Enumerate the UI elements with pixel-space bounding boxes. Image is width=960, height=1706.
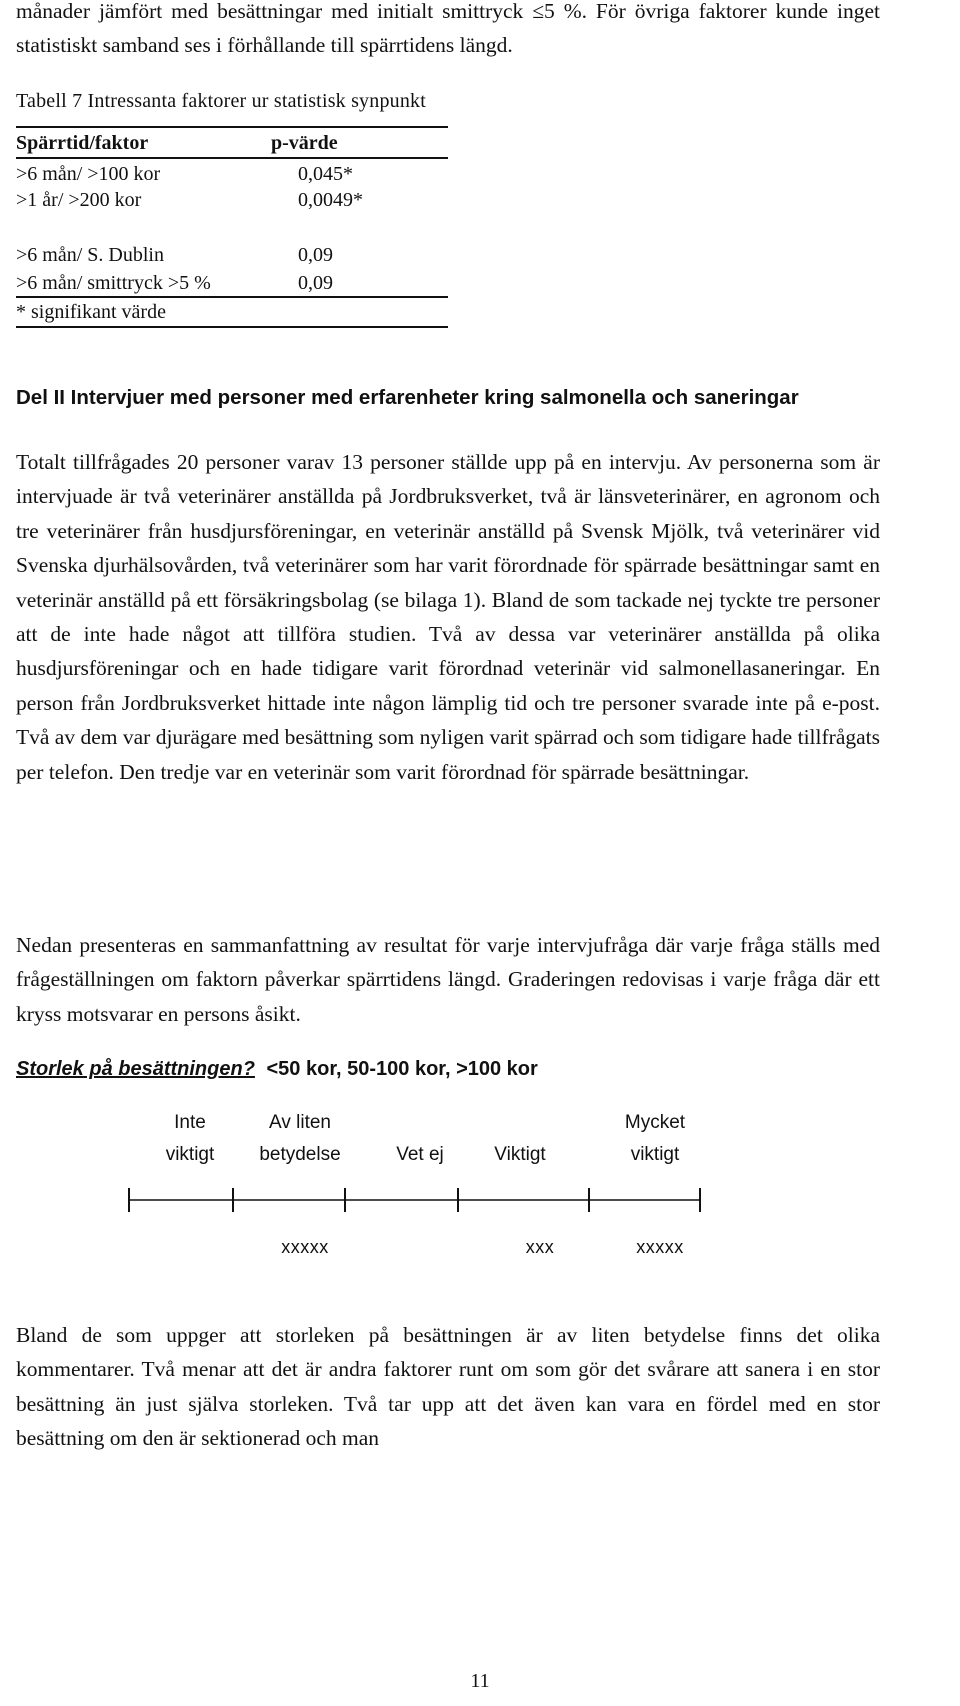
- body-paragraph: Bland de som uppger att storleken på besättningen är av liten betydelse finns det olika kommentarer. Två menar att det är andra faktorer runt om som gör det svårare att sanera i en stor besättning än just själva storleken. Två tar upp att det även kan vara en fördel med en stor besättning om den är sektionerad och man: [16, 1323, 880, 1451]
- body-paragraph: Totalt tillfrågades 20 personer varav 13 personer ställde upp på en intervju. Av personerna som är intervjuade är två veterinärer anställda på Jordbruksverket, två är länsveterinärer, en agronom och tre veterinärer från husdjursföreningar, en veterinär anställd på Svensk Mjölk, två veterinärer vid Svenska djurhälsovården, två veterinärer som har varit förordnade för spärrade besättningar samt en veterinär anställd på ett försäkringsbolag (se bilaga 1). Bland de som tackade nej tyckte tre personer att de inte hade något att tillföra studien. Två av dessa var veterinärer anställda på olika husdjursföreningar och en hade tidigare varit förordnad veterinär vid salmonellasaneringar. En person från Jordbruksverket hittade inte någon lämplig tid och tre personer svarade inte på e-post. Två av dem var djurägare med besättning som nyligen varit spärrad och som tidigare hade tillfrågats per telefon. Den tredje var en veterinär som varit förordnad för spärrade besättningar.: [16, 450, 880, 784]
- question-options: <50 kor, 50-100 kor, >100 kor: [266, 1058, 538, 1080]
- intro-paragraph: månader jämfört med besättningar med initialt smittryck ≤5 %. För övriga faktorer kunde inget statistiskt samband ses i förhållande till spärrtidens längd.: [16, 0, 880, 58]
- scale-label-minor-importance: Av liten betydelse: [259, 1112, 341, 1165]
- table-header-row: [16, 129, 448, 157]
- scale-label-not-important: Inte viktigt: [165, 1112, 215, 1165]
- table-row: [16, 241, 448, 269]
- table-cell-p-value: 0,045*: [298, 163, 353, 185]
- table-footnote: * signifikant värde: [16, 301, 166, 323]
- column-header-factor: Spärrtid/faktor: [16, 132, 149, 154]
- table-cell-factor: >6 mån/ S. Dublin: [16, 244, 164, 266]
- table-caption: Tabell 7 Intressanta faktorer ur statistisk synpunkt: [16, 90, 427, 112]
- table-header-rule: [16, 157, 448, 159]
- table-cell-factor: >6 mån/ >100 kor: [16, 163, 161, 185]
- body-paragraph: Nedan presenteras en sammanfattning av resultat för varje intervjufråga där varje fråga ställs med frågeställningen om faktorn påverkar spärrtidens längd. Graderingen redovisas i varje fråga där ett kryss motsvarar en persons åsikt.: [16, 933, 880, 1026]
- scale-marks-minor-importance: xxxxx: [281, 1237, 329, 1257]
- scale-label-dont-know: Vet ej: [396, 1144, 444, 1165]
- table-cell-factor: >6 mån/ smittryck >5 %: [16, 272, 211, 294]
- scale-label-very-important: Mycket viktigt: [624, 1112, 686, 1165]
- table-top-rule: [16, 126, 448, 128]
- page-number: 11: [470, 1670, 490, 1692]
- question-heading: [16, 1056, 538, 1082]
- table-footnote-rule: [16, 326, 448, 328]
- table-cell-p-value: 0,09: [298, 244, 333, 266]
- table-row: [16, 269, 448, 297]
- table-cell-factor: >1 år/ >200 kor: [16, 189, 142, 211]
- question-title: Storlek på besättningen?: [16, 1058, 255, 1080]
- rating-scale-line: [120, 1180, 710, 1220]
- scale-marks-important: xxx: [525, 1237, 555, 1257]
- scale-label-important: Viktigt: [494, 1144, 546, 1165]
- table-cell-p-value: 0,0049*: [298, 189, 363, 211]
- section-heading: Del II Intervjuer med personer med erfarenheter kring salmonella och saneringar: [16, 386, 799, 409]
- scale-marks-very-important: xxxxx: [636, 1237, 684, 1257]
- table-row: [16, 186, 448, 214]
- table-cell-p-value: 0,09: [298, 272, 333, 294]
- table-row: [16, 160, 448, 188]
- column-header-p-value: p-värde: [271, 132, 338, 154]
